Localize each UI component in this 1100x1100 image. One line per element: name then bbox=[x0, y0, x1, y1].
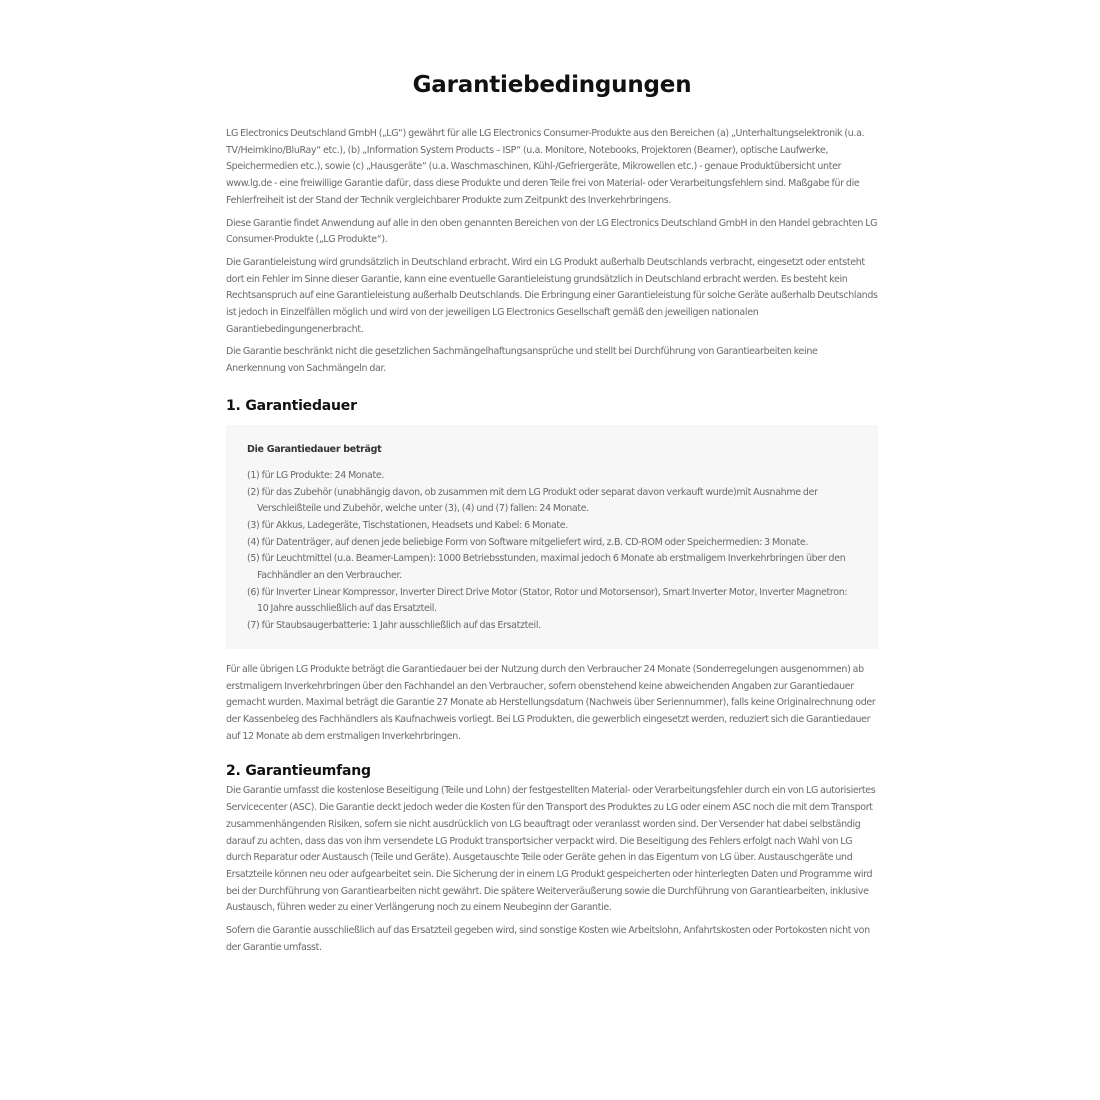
box-title: Die Garantiedauer beträgt bbox=[247, 443, 382, 455]
intro-paragraph: LG Electronics Deutschland GmbH („LG“) gewährt für alle LG Electronics Consumer-Produkte aus den Bereichen (a) „Unterhaltungselektronik (u.a. TV/Heimkino/BluRay“ etc.), (b) „Information System Products – ISP“ (u.a. Monitore, Notebooks, Projektoren (Beamer), optische Laufwerke, Speichermedien etc.), sowie (c) „Hausgeräte“ (u.a. Waschmaschinen, Kühl-/Gefriergeräte, Mikrowellen etc.) - genaue Produktübersicht unter www.lg.de - eine freiwillige Garantie dafür, dass diese Produkte und deren Teile frei von Material- oder Verarbeitungsfehlern sind. Maßgabe für die Fehlerfreiheit ist der Stand der Technik vergleichbarer Produkte zum Zeitpunkt des Inverkehrbringens. bbox=[226, 128, 865, 206]
duration-list-item: (6) für Inverter Linear Kompressor, Inverter Direct Drive Motor (Stator, Rotor und Motorsensor), Smart Inverter Motor, Inverter Magnetron: 10 Jahre ausschließlich auf das Ersatzteil. bbox=[247, 586, 848, 615]
page-title: Garantiebedingungen bbox=[412, 72, 692, 98]
duration-list-item: (1) für LG Produkte: 24 Monate. bbox=[247, 469, 385, 481]
scope-paragraph: Die Garantie umfasst die kostenlose Beseitigung (Teile und Lohn) der festgestellten Material- oder Verarbeitungsfehler durch ein von LG autorisiertes Servicecenter (ASC). Die Garantie deckt jedoch weder die Kosten für den Transport des Produktes zu LG oder einem ASC noch die mit dem Transport zusammenhängenden Risiken, sofern sie nicht ausdrücklich von LG beauftragt oder veranlasst worden sind. Der Versender hat dabei selbständig darauf zu achten, dass das von ihm versendete LG Produkt transportsicher verpackt wird. Die Beseitigung des Fehlers erfolgt nach Wahl von LG durch Reparatur oder Austausch (Teile und Geräte). Ausgetauschte Teile oder Geräte gehen in das Eigentum von LG über. Austauschgeräte und Ersatzteile können neu oder aufgearbeitet sein. Die Sicherung der in einem LG Produkt gespeicherten oder hinterlegten Daten und Programme wird bei der Durchführung von Garantiearbeiten nicht gewährt. Die spätere Weiterveräußerung sowie die Durchführung von Garantiearbeiten, inklusive Austausch, führen weder zu einer Verlängerung noch zu einem Neubeginn der Garantie. bbox=[226, 785, 876, 914]
duration-list-item: (2) für das Zubehör (unabhängig davon, ob zusammen mit dem LG Produkt oder separat davon verkauft wurde)mit Ausnahme der Verschleißteile und Zubehör, welche unter (3), (4) und (7) fallen: 24 Monate. bbox=[247, 486, 818, 515]
scope-paragraph: Sofern die Garantie ausschließlich auf das Ersatzteil gegeben wird, sind sonstige Kosten wie Arbeitslohn, Anfahrtskosten oder Portokosten nicht von der Garantie umfasst. bbox=[226, 925, 870, 953]
intro-paragraph: Die Garantie beschränkt nicht die gesetzlichen Sachmängelhaftungsansprüche und stellt bei Durchführung von Garantiearbeiten keine Anerkennung von Sachmängeln dar. bbox=[226, 346, 818, 375]
section-heading-garantieumfang: 2. Garantieumfang bbox=[226, 763, 371, 780]
intro-paragraph: Die Garantieleistung wird grundsätzlich in Deutschland erbracht. Wird ein LG Produkt außerhalb Deutschlands verbracht, eingesetzt oder entsteht dort ein Fehler im Sinne dieser Garantie, kann eine eventuelle Garantieleistung grundsätzlich in Deutschland erbracht werden. Es besteht kein Rechtsanspruch auf eine Garantieleistung außerhalb Deutschlands. Die Erbringung einer Garantieleistung für solche Geräte außerhalb Deutschlands ist jedoch in Einzelfällen möglich und wird von der jeweiligen LG Electronics Gesellschaft gemäß den jeweiligen nationalen Garantiebedingungenerbracht. bbox=[226, 256, 878, 335]
duration-list-item: (4) für Datenträger, auf denen jede beliebige Form von Software mitgeliefert wird, z.B. CD-ROM oder Speichermedien: 3 Monate. bbox=[247, 536, 809, 548]
duration-list bbox=[247, 468, 858, 635]
intro-paragraph: Diese Garantie findet Anwendung auf alle in den oben genannten Bereichen von der LG Electronics Deutschland GmbH in den Handel gebrachten LG Consumer-Produkte („LG Produkte“). bbox=[226, 217, 878, 246]
warranty-duration-box bbox=[226, 425, 878, 649]
duration-list-item: (3) für Akkus, Ladegeräte, Tischstationen, Headsets und Kabel: 6 Monate. bbox=[247, 519, 568, 531]
warranty-document bbox=[226, 68, 878, 962]
duration-paragraph: Für alle übrigen LG Produkte beträgt die Garantiedauer bei der Nutzung durch den Verbraucher 24 Monate (Sonderregelungen ausgenommen) ab erstmaligem Inverkehrbringen über den Fachhandel an den Verbraucher, sofern obenstehend keine abweichenden Angaben zur Garantiedauer gemacht wurden. Maximal beträgt die Garantie 27 Monate ab Herstellungsdatum (Nachweis über Seriennummer), falls keine Originalrechnung oder der Kassenbeleg des Fachhändlers als Kaufnachweis vorliegt. Bei LG Produkten, die gewerblich eingesetzt werden, reduziert sich die Garantiedauer auf 12 Monate ab dem erstmaligen Inverkehrbringen. bbox=[226, 663, 876, 742]
section-heading-garantiedauer: 1. Garantiedauer bbox=[226, 397, 357, 414]
intro-section bbox=[226, 126, 878, 378]
duration-list-item: (5) für Leuchtmittel (u.a. Beamer-Lampen): 1000 Betriebsstunden, maximal jedoch 6 Monate ab erstmaligem Inverkehrbringen über den Fachhändler an den Verbraucher. bbox=[247, 553, 846, 582]
duration-list-item: (7) für Staubsaugerbatterie: 1 Jahr ausschließlich auf das Ersatzteil. bbox=[247, 620, 541, 632]
